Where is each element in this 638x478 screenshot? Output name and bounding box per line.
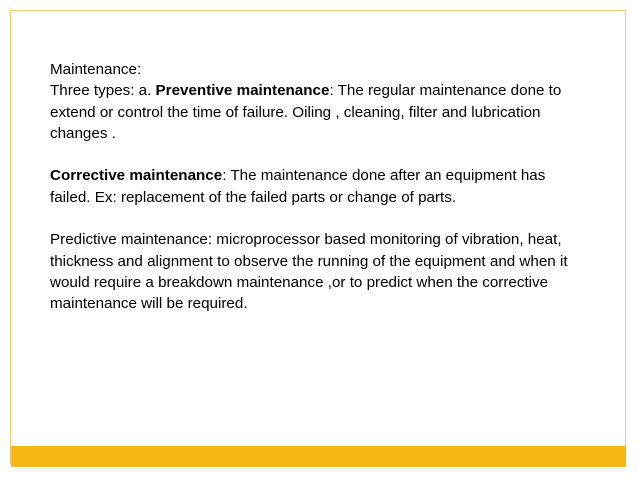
corrective-line-1 bbox=[50, 165, 610, 186]
preventive-line-3: changes . bbox=[50, 124, 116, 142]
footer-accent-bar bbox=[11, 446, 626, 467]
corrective-paragraph bbox=[50, 165, 610, 208]
preventive-term: Preventive maintenance bbox=[155, 82, 330, 100]
slide-body bbox=[50, 59, 610, 315]
corrective-line-2: failed. Ex: replacement of the failed parts or change of parts. bbox=[50, 188, 457, 206]
corrective-definition-start: : The maintenance done after an equipment has bbox=[222, 167, 546, 185]
predictive-paragraph bbox=[50, 229, 610, 314]
slide-heading: Maintenance: bbox=[50, 61, 142, 78]
predictive-line-4: maintenance will be required. bbox=[50, 295, 248, 313]
predictive-line-3: would require a breakdown maintenance ,or to predict when the corrective bbox=[50, 273, 549, 291]
predictive-line-1: Predictive maintenance: microprocessor based monitoring of vibration, heat, bbox=[50, 231, 562, 249]
predictive-line-2: thickness and alignment to observe the running of the equipment and when it bbox=[50, 252, 568, 270]
corrective-term: Corrective maintenance bbox=[50, 167, 223, 185]
preventive-line-2: extend or control the time of failure. Oiling , cleaning, filter and lubrication bbox=[50, 103, 541, 121]
types-intro: Three types: a. bbox=[50, 82, 156, 100]
preventive-definition-start: : The regular maintenance done to bbox=[329, 82, 562, 100]
preventive-line-1 bbox=[50, 80, 610, 101]
preventive-paragraph bbox=[50, 59, 610, 144]
